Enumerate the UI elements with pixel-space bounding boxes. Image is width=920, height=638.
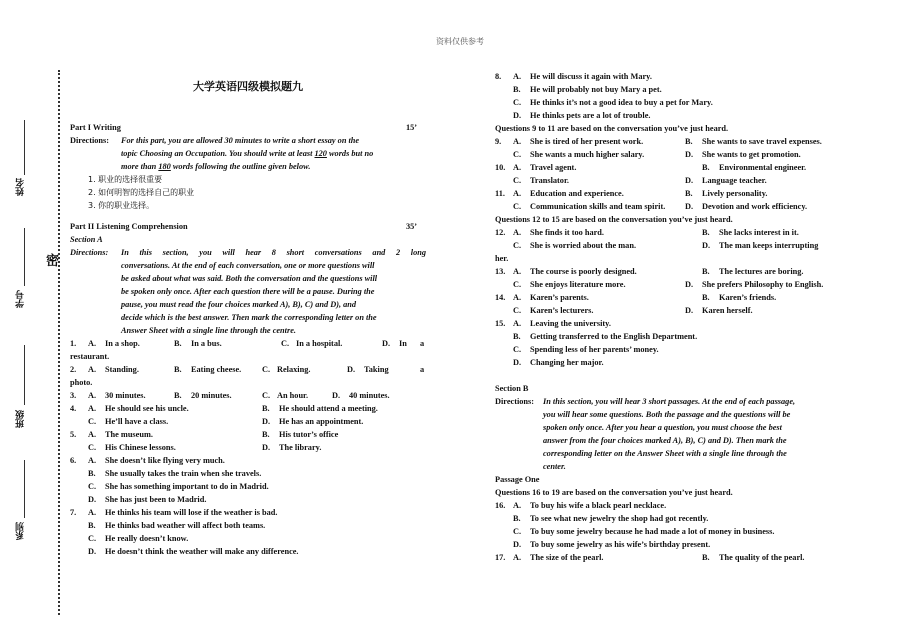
question-group-heading: Questions 9 to 11 are based on the conversation you’ve just heard. (495, 124, 729, 133)
department-blank (24, 460, 25, 518)
question-1: 1. A. In a shop. B. In a bus. C. In a hospital. D. In a (70, 339, 425, 348)
max-words: 180 (158, 162, 171, 171)
outline-item: 1. 职业的选择很重要 (88, 175, 163, 184)
name-label: 姓名 (16, 178, 26, 196)
seal-mark: 密 (46, 254, 60, 269)
section-b-directions: Directions: In this section, you will hear 3 short passages. At the end of each passage, (495, 397, 796, 406)
binding-dotted-line (58, 70, 60, 615)
min-words: 120 (314, 149, 327, 158)
part2-directions: Directions: In this section, you will hear 8 short conversations and 2 long (70, 248, 426, 257)
question-5: 5. A. The museum. B. His tutor’s office (70, 430, 339, 439)
part2-heading: Part II Listening Comprehension 35’ (70, 222, 418, 231)
department-label: 系别 (16, 522, 26, 540)
question-8: 8. A. He will discuss it again with Mary. (495, 72, 652, 81)
question-11: 11. A. Education and experience. B. Lively personality. (495, 189, 768, 198)
question-16: 16. A. To buy his wife a black pearl necklace. (495, 501, 667, 510)
question-group-heading: Questions 16 to 19 are based on the conversation you’ve just heard. (495, 488, 733, 497)
passage-one-heading: Passage One (495, 475, 540, 484)
student-id-label: 学号 (16, 290, 26, 308)
left-column: 大学英语四级模拟题九 Part I Writing 15’ Directions: For this part, you are allowed 30 minutes to write a short essay on the topic Choosing an Occupation. You should write at least 120 words but no more than 180 words following the outline given below. 1. 职业的选择很重要 2. 如何明智的选择自己的职业 3. 你的职业选择。 Part II Listening Comprehension 35’ Section A Directions: In this section, you will hear 8 short conversations and 2 long conversations. At the end of each conversation, one or more questions will be asked about what was said. Both the conversation and the questions will be spoken only once. After each question there will be a pause. During the pause, you must read the four choices marked A), B), C) and D), and decide which is the best answer. Then mark the corresponding letter on the Answer Sheet with a single line through the centre. 1. A. In a shop. B. In a bus. C. In a hospital. D. In a restaurant. 2. A. Standing. B. Eating cheese. C. Relaxing. D. Taking a photo. 3. A. 30 minutes. B. 20 minutes. C. An hour. D. 40 minutes. 4. A. He should see his uncle. B. He should attend a meeting. C. He’ll have a class. D. He has an appointment. 5. A. The museum. B. His tutor’s office C. His Chinese lessons. D. The library. 6. A. She doesn’t like flying very much. B. She usually takes the train when she travels. C. She has something important to do in Madrid. D. She has just been to Madrid. 7. A. He thinks his team will lose if the weather is bad. B. He thinks bad weather will affect both teams. C. He really doesn’t know. D. He doesn’t think the weather will make any difference. (70, 77, 426, 558)
question-17: 17. A. The size of the pearl. B. The quality of the pearl. (495, 553, 805, 562)
right-column: 8. A. He will discuss it again with Mary. B. He will probably not buy Mary a pet. C. He thinks it’s not a good idea to buy a pet for Mary. D. He thinks pets are a lot of trouble. Questions 9 to 11 are based on the conversation you’ve just heard. 9. A. She is tired of her present work. B. She wants to save travel expenses. C. She wants a much higher salary. D. She wants to get promotion. 10. A. Travel agent. B. Environmental engineer. C. Translator. D. Language teacher. 11. A. Education and experience. B. Lively personality. C. Communication skills and team spirit. D. Devotion and work efficiency. Questions 12 to 15 are based on the conversation you’ve just heard. 12. A. She finds it too hard. B. She lacks interest in it. C. She is worried about the man. D. The man keeps interrupting her. 13. A. The course is poorly designed. B. The lectures are boring. C. She enjoys literature more. D. She prefers Philosophy to English. 14. A. Karen’s parents. B. Karen’s friends. C. Karen’s lecturers. D. Karen herself. 15. A. Leaving the university. B. Getting transferred to the English Department. C. Spending less of her parents’ money. D. Changing her major. Section B Directions: In this section, you will hear 3 short passages. At the end of each passage, you will hear some questions. Both the passage and the questions will be spoken only once. After you hear a question, you must choose the best answer from the four choices marked A), B), C) and D). Then mark the corresponding letter on the Answer Sheet with a single line through the center. Passage One Questions 16 to 19 are based on the conversation you’ve just heard. 16. A. To buy his wife a black pearl necklace. B. To see what new jewelry the shop had got recently. C. To buy some jewelry because he had made a lot of money in business. D. To buy some jewelry as his wife’s birthday present. 17. A. The size of the pearl. B. The quality of the pearl. (495, 70, 851, 564)
outline-item: 3. 你的职业选择。 (88, 201, 155, 210)
class-blank (24, 345, 25, 405)
question-10: 10. A. Travel agent. B. Environmental engineer. (495, 163, 807, 172)
page-header: 资料仅供参考 (436, 37, 484, 46)
question-12: 12. A. She finds it too hard. B. She lacks interest in it. (495, 228, 799, 237)
section-a-heading: Section A (70, 235, 103, 244)
class-label: 班级 (16, 410, 26, 428)
question-9: 9. A. She is tired of her present work. B. She wants to save travel expenses. (495, 137, 822, 146)
part1-heading: Part I Writing 15’ (70, 123, 418, 132)
name-blank (24, 120, 25, 175)
question-6: 6. A. She doesn’t like flying very much. (70, 456, 225, 465)
question-13: 13. A. The course is poorly designed. B. The lectures are boring. (495, 267, 804, 276)
part1-directions: Directions: For this part, you are allowed 30 minutes to write a short essay on the (70, 136, 360, 145)
outline-item: 2. 如何明智的选择自己的职业 (88, 188, 195, 197)
question-2: 2. A. Standing. B. Eating cheese. C. Relaxing. D. Taking a (70, 365, 425, 374)
question-group-heading: Questions 12 to 15 are based on the conversation you’ve just heard. (495, 215, 733, 224)
question-3: 3. A. 30 minutes. B. 20 minutes. C. An hour. D. 40 minutes. (70, 391, 390, 400)
question-14: 14. A. Karen’s parents. B. Karen’s friends. (495, 293, 777, 302)
question-4: 4. A. He should see his uncle. B. He should attend a meeting. (70, 404, 378, 413)
student-id-blank (24, 228, 25, 286)
question-7: 7. A. He thinks his team will lose if the weather is bad. (70, 508, 278, 517)
page-title: 大学英语四级模拟题九 (193, 80, 303, 93)
section-b-heading: Section B (495, 384, 529, 393)
question-15: 15. A. Leaving the university. (495, 319, 611, 328)
